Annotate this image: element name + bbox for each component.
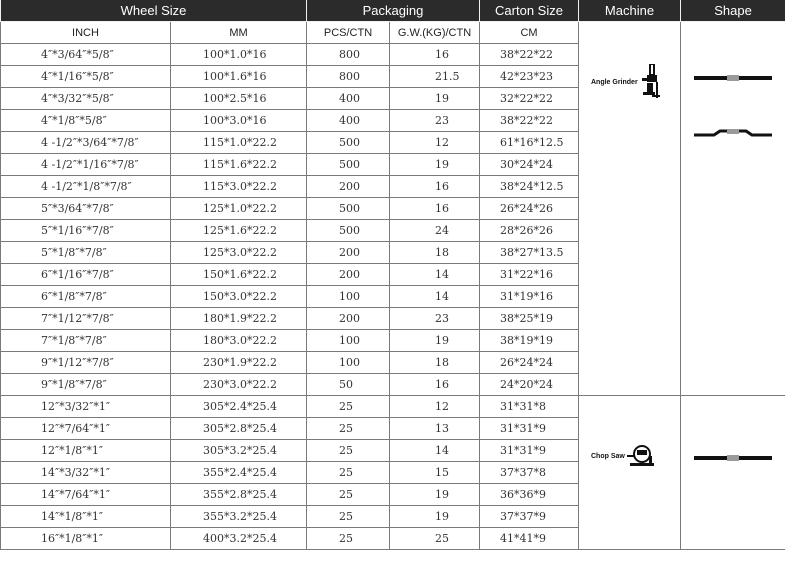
cell-mm: 115*3.0*22.2	[171, 176, 307, 198]
cell-gw: 15	[390, 462, 480, 484]
cell-pcs: 25	[307, 528, 390, 550]
cell-mm: 305*2.4*25.4	[171, 396, 307, 418]
angle-grinder-label: Angle Grinder	[591, 78, 638, 86]
cell-pcs: 25	[307, 396, 390, 418]
cell-inch: 4″*1/16″*5/8″	[1, 66, 171, 88]
cell-mm: 150*1.6*22.2	[171, 264, 307, 286]
cell-gw: 12	[390, 396, 480, 418]
cell-carton: 31*22*16	[480, 264, 579, 286]
cell-carton: 38*22*22	[480, 44, 579, 66]
cell-carton: 37*37*9	[480, 506, 579, 528]
cell-pcs: 25	[307, 440, 390, 462]
cell-inch: 4 -1/2″*3/64″*7/8″	[1, 132, 171, 154]
cell-gw: 16	[390, 176, 480, 198]
cell-pcs: 200	[307, 242, 390, 264]
inch-subheader: INCH	[1, 22, 171, 44]
machine-header: Machine	[579, 0, 681, 22]
cell-mm: 100*2.5*16	[171, 88, 307, 110]
cell-gw: 16	[390, 198, 480, 220]
table-row	[1, 396, 785, 418]
cell-carton: 38*24*12.5	[480, 176, 579, 198]
cell-pcs: 25	[307, 506, 390, 528]
cell-gw: 14	[390, 264, 480, 286]
cell-pcs: 400	[307, 110, 390, 132]
cell-mm: 125*1.6*22.2	[171, 220, 307, 242]
cell-gw: 16	[390, 44, 480, 66]
shape-cell-chop-saw	[681, 396, 785, 550]
shape-header: Shape	[681, 0, 785, 22]
cell-carton: 61*16*12.5	[480, 132, 579, 154]
cell-carton: 31*31*9	[480, 418, 579, 440]
cell-inch: 4″*3/64″*5/8″	[1, 44, 171, 66]
cell-inch: 14″*1/8″*1″	[1, 506, 171, 528]
cell-carton: 41*41*9	[480, 528, 579, 550]
cell-mm: 180*1.9*22.2	[171, 308, 307, 330]
cell-inch: 5″*1/16″*7/8″	[1, 220, 171, 242]
subheader-row	[1, 22, 785, 44]
cell-pcs: 100	[307, 286, 390, 308]
depressed-center-shape-icon	[694, 128, 772, 140]
cell-mm: 180*3.0*22.2	[171, 330, 307, 352]
cell-mm: 115*1.0*22.2	[171, 132, 307, 154]
pcs-ctn-subheader: PCS/CTN	[307, 22, 390, 44]
cell-pcs: 200	[307, 308, 390, 330]
angle-grinder-group	[591, 64, 662, 100]
angle-grinder-icon	[640, 64, 662, 100]
cell-mm: 305*2.8*25.4	[171, 418, 307, 440]
cell-pcs: 800	[307, 66, 390, 88]
flat-disc-shape-icon	[694, 74, 772, 82]
cell-pcs: 200	[307, 264, 390, 286]
cell-carton: 38*19*19	[480, 330, 579, 352]
cell-gw: 25	[390, 528, 480, 550]
mm-subheader: MM	[171, 22, 307, 44]
cell-inch: 16″*1/8″*1″	[1, 528, 171, 550]
chop-saw-icon	[627, 444, 655, 468]
cell-pcs: 500	[307, 220, 390, 242]
cell-mm: 230*3.0*22.2	[171, 374, 307, 396]
cell-carton: 38*25*19	[480, 308, 579, 330]
cell-carton: 26*24*26	[480, 198, 579, 220]
carton-size-header: Carton Size	[480, 0, 579, 22]
cell-inch: 4 -1/2″*1/8″*7/8″	[1, 176, 171, 198]
cell-inch: 5″*3/64″*7/8″	[1, 198, 171, 220]
machine-cell-angle-grinder	[579, 22, 681, 396]
cell-gw: 14	[390, 286, 480, 308]
cell-inch: 4 -1/2″*1/16″*7/8″	[1, 154, 171, 176]
header-row	[1, 0, 785, 22]
cell-gw: 18	[390, 242, 480, 264]
wheel-size-header: Wheel Size	[1, 0, 307, 22]
gw-ctn-subheader: G.W.(KG)/CTN	[390, 22, 480, 44]
cell-pcs: 500	[307, 198, 390, 220]
cell-pcs: 100	[307, 352, 390, 374]
cell-carton: 30*24*24	[480, 154, 579, 176]
cell-inch: 4″*1/8″*5/8″	[1, 110, 171, 132]
cell-gw: 12	[390, 132, 480, 154]
cell-mm: 100*3.0*16	[171, 110, 307, 132]
cell-mm: 100*1.0*16	[171, 44, 307, 66]
cell-gw: 14	[390, 440, 480, 462]
cell-mm: 355*3.2*25.4	[171, 506, 307, 528]
cell-inch: 14″*3/32″*1″	[1, 462, 171, 484]
cell-gw: 19	[390, 88, 480, 110]
cell-gw: 19	[390, 484, 480, 506]
cell-inch: 12″*3/32″*1″	[1, 396, 171, 418]
cell-gw: 18	[390, 352, 480, 374]
cell-inch: 12″*7/64″*1″	[1, 418, 171, 440]
cell-carton: 26*24*24	[480, 352, 579, 374]
cell-gw: 21.5	[390, 66, 480, 88]
cell-inch: 6″*1/16″*7/8″	[1, 264, 171, 286]
cell-gw: 13	[390, 418, 480, 440]
cell-carton: 38*22*22	[480, 110, 579, 132]
cell-carton: 24*20*24	[480, 374, 579, 396]
cell-mm: 355*2.4*25.4	[171, 462, 307, 484]
flat-disc-shape-icon	[694, 454, 772, 462]
cell-mm: 150*3.0*22.2	[171, 286, 307, 308]
cell-gw: 19	[390, 506, 480, 528]
shape-cell-angle-grinder	[681, 22, 785, 396]
cell-pcs: 400	[307, 88, 390, 110]
cell-carton: 31*31*8	[480, 396, 579, 418]
cell-pcs: 500	[307, 154, 390, 176]
cell-pcs: 200	[307, 176, 390, 198]
cell-pcs: 50	[307, 374, 390, 396]
chop-saw-label: Chop Saw	[591, 452, 625, 460]
cell-carton: 31*19*16	[480, 286, 579, 308]
cell-gw: 16	[390, 374, 480, 396]
cell-mm: 355*2.8*25.4	[171, 484, 307, 506]
cell-mm: 230*1.9*22.2	[171, 352, 307, 374]
cell-carton: 28*26*26	[480, 220, 579, 242]
cell-inch: 7″*1/12″*7/8″	[1, 308, 171, 330]
cell-mm: 100*1.6*16	[171, 66, 307, 88]
cell-mm: 125*1.0*22.2	[171, 198, 307, 220]
machine-cell-chop-saw	[579, 396, 681, 550]
cell-gw: 23	[390, 110, 480, 132]
cell-inch: 12″*1/8″*1″	[1, 440, 171, 462]
cell-pcs: 25	[307, 418, 390, 440]
chop-saw-group	[591, 444, 655, 468]
cell-inch: 6″*1/8″*7/8″	[1, 286, 171, 308]
cell-gw: 19	[390, 154, 480, 176]
cell-mm: 115*1.6*22.2	[171, 154, 307, 176]
cell-inch: 5″*1/8″*7/8″	[1, 242, 171, 264]
cell-carton: 31*31*9	[480, 440, 579, 462]
table-body	[1, 22, 785, 550]
cell-mm: 400*3.2*25.4	[171, 528, 307, 550]
cm-subheader: CM	[480, 22, 579, 44]
cell-inch: 4″*3/32″*5/8″	[1, 88, 171, 110]
cell-pcs: 500	[307, 132, 390, 154]
cell-carton: 42*23*23	[480, 66, 579, 88]
cell-gw: 19	[390, 330, 480, 352]
cell-inch: 7″*1/8″*7/8″	[1, 330, 171, 352]
cell-inch: 9″*1/8″*7/8″	[1, 374, 171, 396]
cell-carton: 36*36*9	[480, 484, 579, 506]
packaging-header: Packaging	[307, 0, 480, 22]
cell-carton: 32*22*22	[480, 88, 579, 110]
cell-mm: 125*3.0*22.2	[171, 242, 307, 264]
cell-pcs: 800	[307, 44, 390, 66]
cell-pcs: 25	[307, 462, 390, 484]
cell-pcs: 100	[307, 330, 390, 352]
cell-carton: 38*27*13.5	[480, 242, 579, 264]
cell-carton: 37*37*8	[480, 462, 579, 484]
cell-pcs: 25	[307, 484, 390, 506]
cell-mm: 305*3.2*25.4	[171, 440, 307, 462]
cell-gw: 23	[390, 308, 480, 330]
cell-gw: 24	[390, 220, 480, 242]
cell-inch: 9″*1/12″*7/8″	[1, 352, 171, 374]
cell-inch: 14″*7/64″*1″	[1, 484, 171, 506]
